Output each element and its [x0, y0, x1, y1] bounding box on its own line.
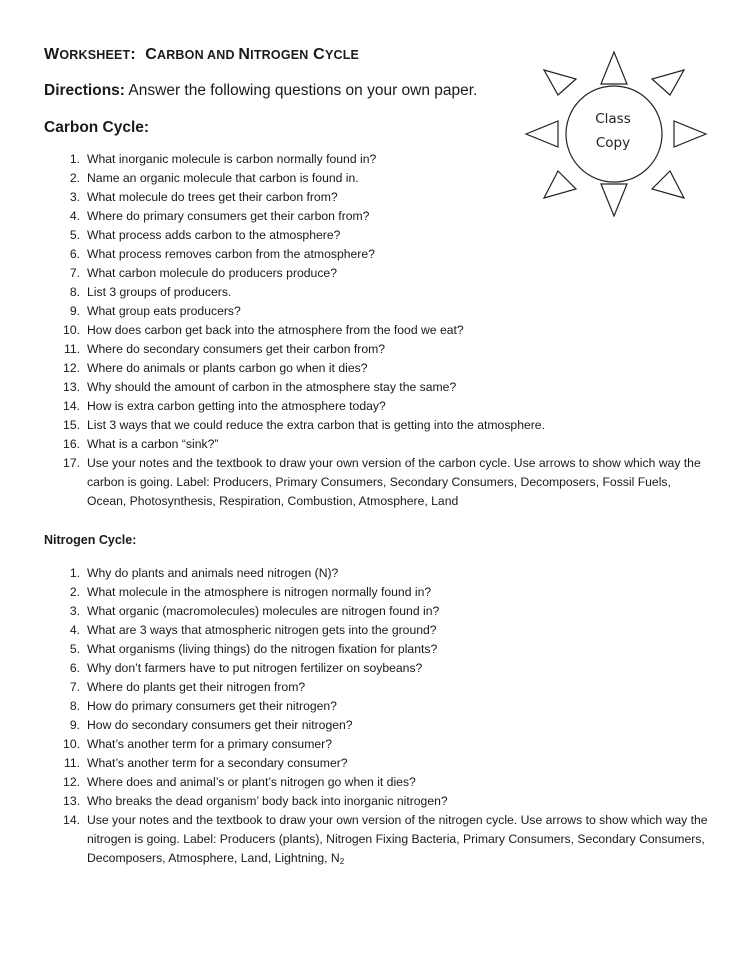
carbon-question-11: [60, 340, 710, 359]
question-number: 4.: [69, 623, 80, 637]
carbon-question-6: [60, 245, 710, 264]
title-part: AND: [203, 48, 239, 62]
carbon-question-14: [60, 397, 710, 416]
title-part: N: [238, 46, 251, 63]
worksheet-title: [44, 46, 359, 64]
carbon-question-8: [60, 283, 710, 302]
carbon-question-7: [60, 264, 710, 283]
question-text: How does carbon get back into the atmosphere from the food we eat?: [87, 323, 464, 337]
question-number: 10.: [63, 323, 80, 337]
class-copy-stamp-text: [578, 107, 648, 155]
carbon-question-15: [60, 416, 710, 435]
question-number: 9.: [69, 304, 80, 318]
carbon-question-9: [60, 302, 710, 321]
title-part: C: [313, 46, 325, 63]
question-number: 4.: [69, 209, 80, 223]
carbon-cycle-heading: Carbon Cycle:: [44, 119, 150, 136]
question-text: What molecule do trees get their carbon from?: [87, 190, 338, 204]
question-text: Where do animals or plants carbon go when it dies?: [87, 361, 368, 375]
question-text: How do primary consumers get their nitrogen?: [87, 699, 337, 713]
carbon-question-12: [60, 359, 710, 378]
question-text: Name an organic molecule that carbon is found in.: [87, 171, 359, 185]
nitrogen-question-6: [60, 659, 710, 678]
question-number: 16.: [63, 437, 80, 451]
nitrogen-cycle-heading: Nitrogen Cycle:: [44, 533, 137, 547]
question-text: Why do plants and animals need nitrogen (N)?: [87, 566, 339, 580]
carbon-question-1: [60, 150, 710, 169]
title-part: W: [44, 46, 60, 63]
question-text: Why don’t farmers have to put nitrogen fertilizer on soybeans?: [87, 661, 423, 675]
nitrogen-question-10: [60, 735, 710, 754]
question-text: What carbon molecule do producers produce?: [87, 266, 337, 280]
question-text: What are 3 ways that atmospheric nitrogen gets into the ground?: [87, 623, 437, 637]
question-text: What process removes carbon from the atmosphere?: [87, 247, 375, 261]
carbon-question-3: [60, 188, 710, 207]
question-text: Where do primary consumers get their carbon from?: [87, 209, 370, 223]
stamp-line-1: Class: [595, 111, 631, 127]
question-number: 15.: [63, 418, 80, 432]
question-text: What is a carbon “sink?”: [87, 437, 219, 451]
nitrogen-question-8: [60, 697, 710, 716]
nitrogen-question-14: [60, 811, 710, 871]
question-text: How is extra carbon getting into the atmosphere today?: [87, 399, 386, 413]
question-number: 12.: [63, 775, 80, 789]
question-number: 10.: [63, 737, 80, 751]
question-text: Who breaks the dead organism’ body back into inorganic nitrogen?: [87, 794, 448, 808]
question-text: What’s another term for a secondary consumer?: [87, 756, 348, 770]
question-number: 13.: [63, 794, 80, 808]
nitrogen-question-13: [60, 792, 710, 811]
question-number: 2.: [69, 171, 80, 185]
question-number: 1.: [69, 152, 80, 166]
question-text: What molecule in the atmosphere is nitrogen normally found in?: [87, 585, 432, 599]
nitrogen-question-4: [60, 621, 710, 640]
carbon-question-2: [60, 169, 710, 188]
question-text: What organisms (living things) do the nitrogen fixation for plants?: [87, 642, 438, 656]
question-number: 3.: [69, 190, 80, 204]
question-number: 14.: [63, 813, 80, 827]
nitrogen-question-7: [60, 678, 710, 697]
directions: [44, 82, 477, 100]
question-number: 12.: [63, 361, 80, 375]
carbon-question-17: [60, 454, 710, 511]
question-number: 3.: [69, 604, 80, 618]
carbon-question-13: [60, 378, 710, 397]
question-text: Where do plants get their nitrogen from?: [87, 680, 306, 694]
directions-text: Answer the following questions on your own paper.: [124, 82, 478, 99]
question-number: 7.: [69, 266, 80, 280]
title-part: ITROGEN: [250, 48, 309, 62]
question-number: 5.: [69, 642, 80, 656]
question-text: What group eats producers?: [87, 304, 241, 318]
question-number: 13.: [63, 380, 80, 394]
nitrogen-question-12: [60, 773, 710, 792]
title-part: YCLE: [324, 48, 360, 62]
question-number: 17.: [63, 456, 80, 470]
question-number: 8.: [69, 285, 80, 299]
title-part: ORKSHEET: [59, 48, 131, 62]
carbon-question-5: [60, 226, 710, 245]
question-text: What organic (macromolecules) molecules are nitrogen found in?: [87, 604, 440, 618]
nitrogen-question-3: [60, 602, 710, 621]
question-number: 6.: [69, 247, 80, 261]
question-number: 7.: [69, 680, 80, 694]
title-part: C: [145, 46, 157, 63]
question-text: What’s another term for a primary consumer?: [87, 737, 332, 751]
nitrogen-question-1: [60, 564, 710, 583]
question-number: 9.: [69, 718, 80, 732]
carbon-question-list: [60, 150, 710, 511]
question-text: What process adds carbon to the atmosphere?: [87, 228, 341, 242]
carbon-question-16: [60, 435, 710, 454]
question-text: List 3 ways that we could reduce the extra carbon that is getting into the atmosphere.: [87, 418, 545, 432]
question-text: Why should the amount of carbon in the atmosphere stay the same?: [87, 380, 457, 394]
question-text: How do secondary consumers get their nitrogen?: [87, 718, 353, 732]
question-text: Where does and animal’s or plant’s nitrogen go when it dies?: [87, 775, 416, 789]
question-number: 2.: [69, 585, 80, 599]
carbon-question-10: [60, 321, 710, 340]
nitrogen-question-9: [60, 716, 710, 735]
question-number: 8.: [69, 699, 80, 713]
stamp-line-2: Copy: [595, 135, 631, 151]
question-text: Use your notes and the textbook to draw your own version of the nitrogen cycle. Use arrows to show which way the nitrogen is going. Label: Producers (plants), Nitrogen Fixing Bacteria, Primary Consumers, Secondary Consumers, Decomposers, Atmosphere, Land, Lightning, N: [87, 813, 708, 865]
nitrogen-question-5: [60, 640, 710, 659]
question-number: 11.: [63, 342, 80, 356]
question-number: 14.: [63, 399, 80, 413]
question-text: What inorganic molecule is carbon normally found in?: [87, 152, 377, 166]
question-text: Where do secondary consumers get their carbon from?: [87, 342, 386, 356]
question-number: 5.: [69, 228, 80, 242]
nitrogen-question-11: [60, 754, 710, 773]
carbon-question-4: [60, 207, 710, 226]
question-number: 6.: [69, 661, 80, 675]
title-part: ARBON: [156, 48, 204, 62]
question-text: List 3 groups of producers.: [87, 285, 232, 299]
title-part: :: [130, 46, 146, 63]
nitrogen-question-list: [60, 564, 710, 871]
question-text: Use your notes and the textbook to draw your own version of the carbon cycle. Use arrows to show which way the carbon is going. Label: Producers, Primary Consumers, Secondary Consumers, Decomposers, Fossil Fuels, Ocean, Photosynthesis, Respiration, Combustion, Atmosphere, Land: [87, 456, 701, 508]
nitrogen-question-2: [60, 583, 710, 602]
question-number: 11.: [63, 756, 80, 770]
question-number: 1.: [69, 566, 80, 580]
directions-label: Directions:: [44, 82, 125, 99]
n2-subscript: 2: [339, 857, 345, 866]
